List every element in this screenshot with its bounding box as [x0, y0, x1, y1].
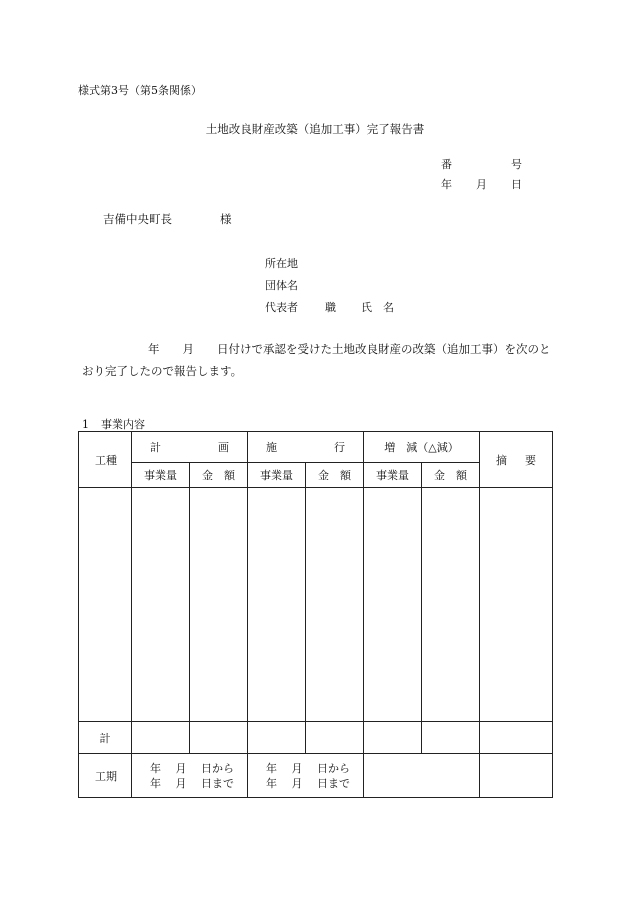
section-heading	[82, 416, 145, 432]
period-remarks[interactable]	[480, 754, 553, 798]
section-number: 1	[82, 418, 89, 431]
number-label-b: 号	[511, 158, 522, 171]
subheader-exec-quantity: 事業量	[248, 463, 306, 488]
recipient-honorific: 様	[220, 212, 232, 226]
header-work-type: 工 種	[79, 432, 132, 488]
period-exec-to: 年 月 日まで	[266, 776, 350, 790]
section-title: 事業内容	[101, 418, 145, 431]
representative-title-label: 職	[325, 301, 336, 314]
cell-diff-quantity[interactable]	[364, 488, 422, 722]
organization-label: 団体名	[265, 279, 298, 292]
date-year-label: 年	[441, 178, 452, 191]
total-remarks[interactable]	[480, 722, 553, 754]
cell-diff-amount[interactable]	[422, 488, 480, 722]
period-label: 工 期	[79, 754, 132, 798]
header-execution: 施 行	[248, 432, 364, 463]
header-remarks: 摘 要	[480, 432, 553, 488]
date-month-label: 月	[476, 178, 487, 191]
representative-label: 代表者	[265, 301, 298, 314]
recipient	[103, 211, 232, 227]
representative-name-label: 氏 名	[361, 301, 394, 314]
number-label-a: 番	[441, 158, 452, 171]
table-row-period	[79, 754, 553, 798]
cell-work-type[interactable]	[79, 488, 132, 722]
total-plan-quantity[interactable]	[132, 722, 190, 754]
period-plan[interactable]	[132, 754, 248, 798]
cell-exec-amount[interactable]	[306, 488, 364, 722]
period-diff[interactable]	[364, 754, 480, 798]
total-plan-amount[interactable]	[190, 722, 248, 754]
subheader-plan-amount: 金 額	[190, 463, 248, 488]
table-row-body	[79, 488, 553, 722]
report-body	[82, 338, 562, 382]
work-content-table	[78, 431, 553, 798]
total-exec-amount[interactable]	[306, 722, 364, 754]
report-body-line-1: 年 月 日付けで承認を受けた土地改良財産の改築（追加工事）を次のと	[148, 342, 551, 356]
subheader-diff-amount: 金 額	[422, 463, 480, 488]
total-diff-amount[interactable]	[422, 722, 480, 754]
table-row-total	[79, 722, 553, 754]
cell-exec-quantity[interactable]	[248, 488, 306, 722]
form-number: 様式第3号（第5条関係）	[78, 84, 202, 97]
date-day-label: 日	[511, 178, 522, 191]
report-body-line-2: おり完了したので報告します。	[82, 364, 243, 378]
cell-remarks[interactable]	[480, 488, 553, 722]
document-title: 土地改良財産改築（追加工事）完了報告書	[205, 122, 425, 136]
period-exec[interactable]	[248, 754, 364, 798]
cell-plan-quantity[interactable]	[132, 488, 190, 722]
total-diff-quantity[interactable]	[364, 722, 422, 754]
cell-plan-amount[interactable]	[190, 488, 248, 722]
header-difference: 増 減（△減）	[364, 432, 480, 463]
total-exec-quantity[interactable]	[248, 722, 306, 754]
total-label: 計	[79, 722, 132, 754]
period-plan-from: 年 月 日から	[150, 761, 234, 775]
address-label: 所在地	[265, 257, 298, 270]
period-exec-from: 年 月 日から	[266, 761, 350, 775]
subheader-plan-quantity: 事業量	[132, 463, 190, 488]
subheader-diff-quantity: 事業量	[364, 463, 422, 488]
header-plan: 計 画	[132, 432, 248, 463]
period-plan-to: 年 月 日まで	[150, 776, 234, 790]
recipient-name: 吉備中央町長	[103, 212, 172, 226]
subheader-exec-amount: 金 額	[306, 463, 364, 488]
